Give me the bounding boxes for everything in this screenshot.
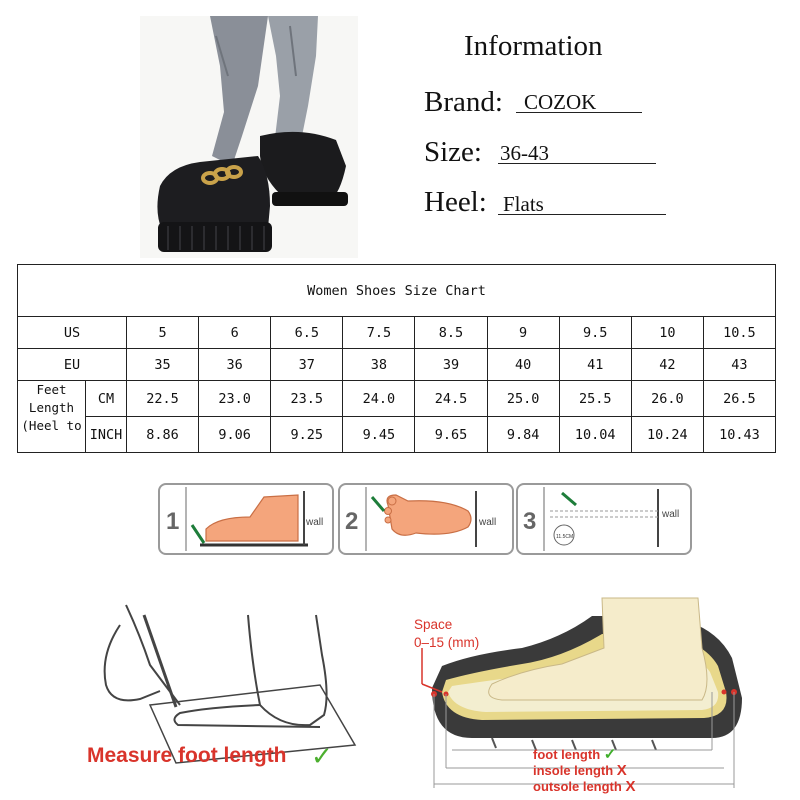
outsole-length-label [533, 778, 635, 795]
size-chart-table [17, 264, 776, 453]
brand-value: COZOK [524, 90, 597, 114]
heel-label: Heel: [424, 186, 487, 218]
step-2-number: 2 [345, 508, 359, 535]
eu-row [18, 349, 776, 381]
space-label [414, 616, 479, 652]
cm-cell: 24.5 [415, 381, 487, 417]
cross-icon: X [616, 762, 627, 779]
inch-label: INCH [86, 417, 127, 453]
inch-cell: 8.86 [127, 417, 199, 453]
step-3-number: 3 [523, 508, 537, 535]
cm-cell: 25.0 [487, 381, 559, 417]
insole-length-text: insole length [533, 763, 614, 778]
space-title: Space [414, 617, 453, 632]
us-cell: 6.5 [271, 317, 343, 349]
us-cell: 9.5 [559, 317, 631, 349]
eu-cell: 37 [271, 349, 343, 381]
cm-cell: 22.5 [127, 381, 199, 417]
size-chart-title: Women Shoes Size Chart [18, 265, 776, 317]
eu-cell: 43 [703, 349, 775, 381]
check-icon: ✓ [603, 746, 617, 763]
us-cell: 10 [631, 317, 703, 349]
eu-label: EU [18, 349, 127, 381]
wall-label: wall [662, 509, 680, 520]
inch-cell: 9.06 [199, 417, 271, 453]
eu-cell: 36 [199, 349, 271, 381]
cm-row [18, 381, 776, 417]
space-range: 0–15 (mm) [414, 635, 480, 650]
foot-length-text: foot length [533, 747, 601, 762]
heel-value: Flats [503, 192, 544, 216]
cm-cell: 23.5 [271, 381, 343, 417]
measure-foot-caption: Measure foot length [87, 744, 287, 767]
eu-cell: 39 [415, 349, 487, 381]
cm-cell: 26.5 [703, 381, 775, 417]
us-cell: 7.5 [343, 317, 415, 349]
brand-underline [516, 112, 642, 113]
brand-label: Brand: [424, 86, 503, 118]
eu-cell: 42 [631, 349, 703, 381]
inch-cell: 9.45 [343, 417, 415, 453]
feet-length-text: Feet Length (Heel to [21, 382, 82, 433]
heel-underline [498, 214, 666, 215]
check-icon: ✓ [311, 742, 333, 772]
eu-cell: 35 [127, 349, 199, 381]
cm-label: CM [86, 381, 127, 417]
us-row [18, 317, 776, 349]
step-1-number: 1 [166, 508, 180, 535]
cm-cell: 24.0 [343, 381, 415, 417]
ruler-mark: 11.5CM [556, 534, 574, 540]
inch-row [18, 417, 776, 453]
cm-cell: 25.5 [559, 381, 631, 417]
foot-length-label [533, 745, 616, 763]
outsole-length-text: outsole length [533, 779, 622, 794]
size-underline [498, 163, 656, 164]
cm-cell: 26.0 [631, 381, 703, 417]
inch-cell: 10.24 [631, 417, 703, 453]
product-photo [140, 16, 358, 258]
us-cell: 5 [127, 317, 199, 349]
info-title: Information [464, 30, 603, 62]
inch-cell: 10.04 [559, 417, 631, 453]
inch-cell: 9.25 [271, 417, 343, 453]
step-2-panel [338, 483, 514, 555]
size-value: 36-43 [500, 141, 549, 165]
us-label: US [18, 317, 127, 349]
size-label: Size: [424, 136, 482, 168]
wall-label: wall [306, 517, 324, 528]
insole-length-label [533, 762, 627, 779]
eu-cell: 40 [487, 349, 559, 381]
cross-icon: X [625, 778, 636, 795]
inch-cell: 10.43 [703, 417, 775, 453]
eu-cell: 41 [559, 349, 631, 381]
us-cell: 8.5 [415, 317, 487, 349]
us-cell: 9 [487, 317, 559, 349]
inch-cell: 9.84 [487, 417, 559, 453]
step-3-panel [516, 483, 692, 555]
wall-label: wall [479, 517, 497, 528]
us-cell: 6 [199, 317, 271, 349]
eu-cell: 38 [343, 349, 415, 381]
shoe-photo-illustration [140, 16, 358, 258]
cm-cell: 23.0 [199, 381, 271, 417]
step-1-panel [158, 483, 334, 555]
us-cell: 10.5 [703, 317, 775, 349]
feet-length-label [18, 381, 86, 453]
inch-cell: 9.65 [415, 417, 487, 453]
